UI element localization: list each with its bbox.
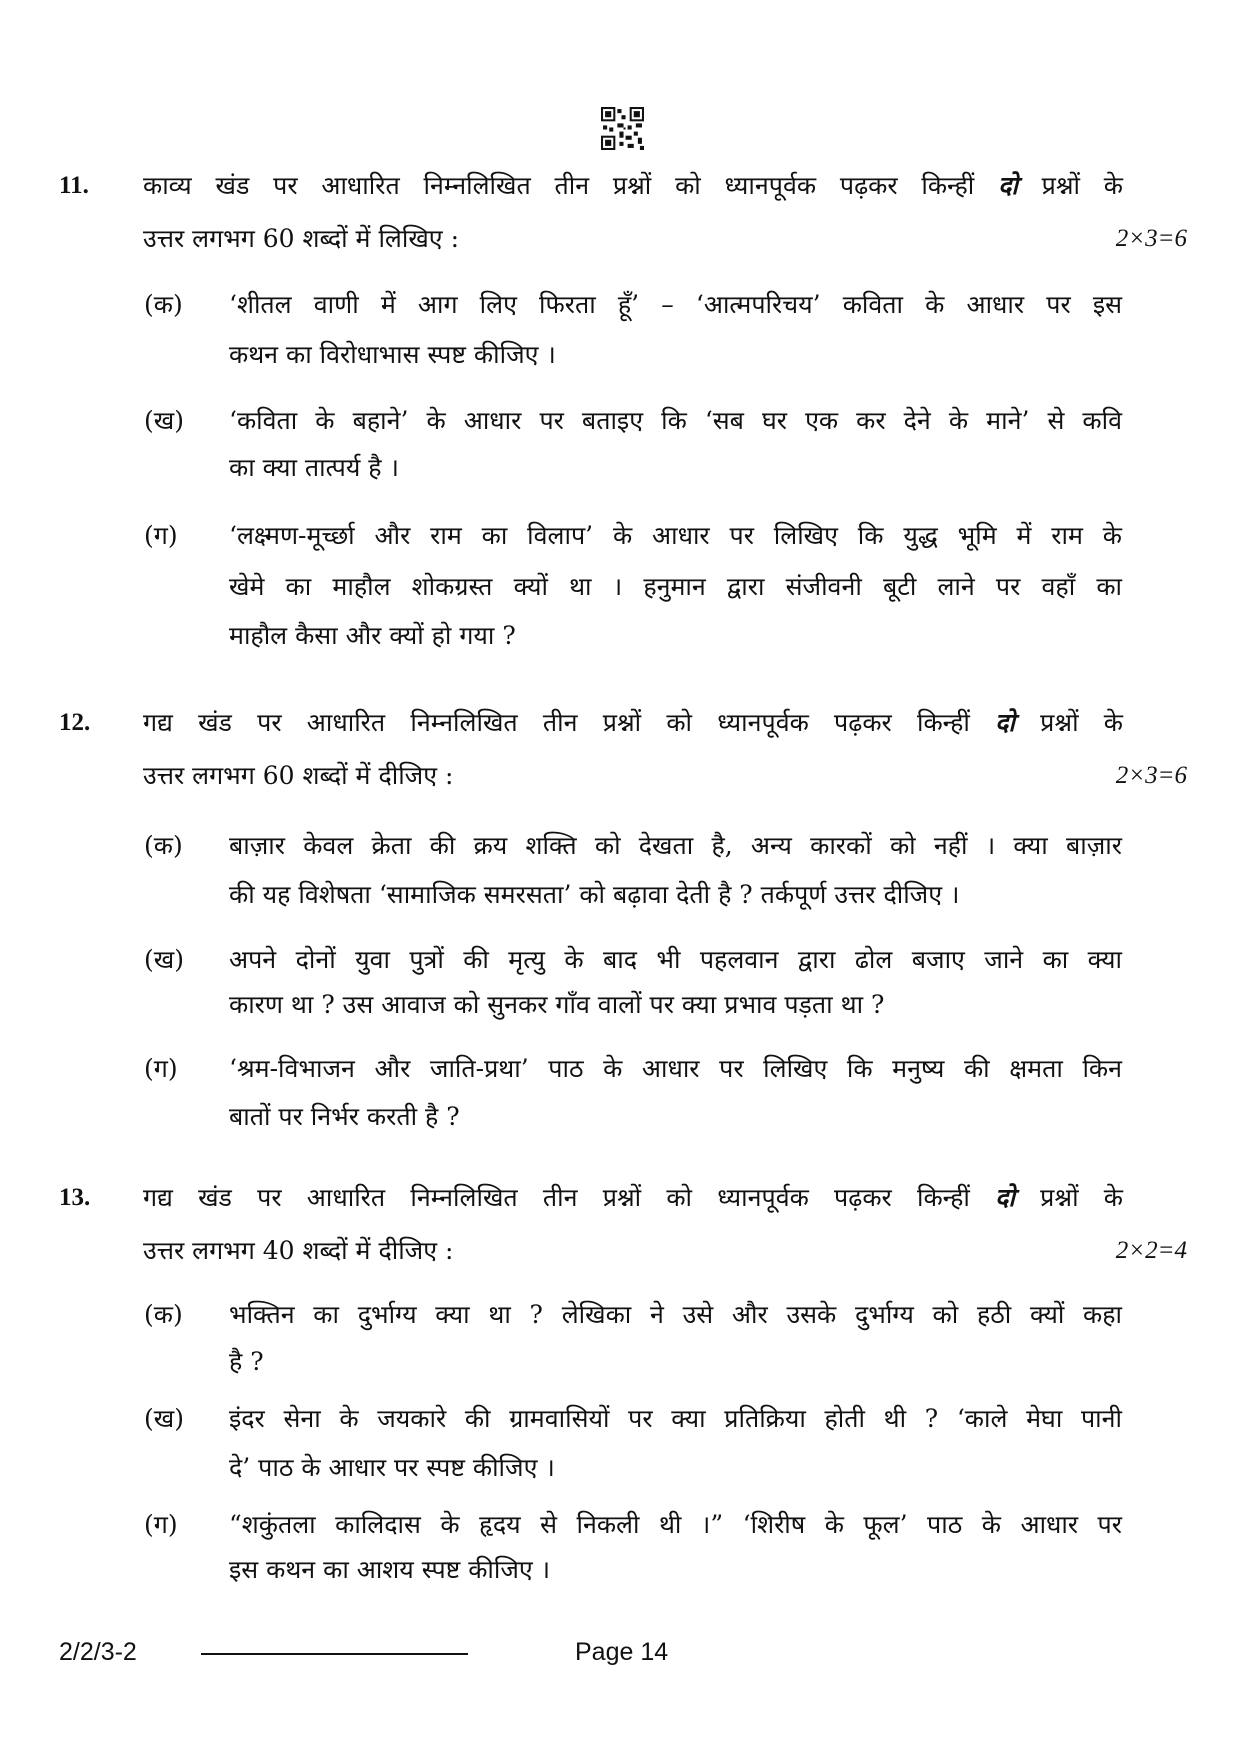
part-text: “शकुंतला कालिदास के हृदय से निकली थी ।” ‘शिरीष के फूल’ पाठ के आधार पर <box>229 1510 1122 1539</box>
part-text: कथन का विरोधाभास स्पष्ट कीजिए । <box>229 340 556 369</box>
part-label: (ख) <box>144 1404 184 1433</box>
question-instruction: उत्तर लगभग 60 शब्दों में लिखिए : <box>143 224 459 253</box>
question-instruction <box>143 1182 1123 1214</box>
part-label: (क) <box>144 831 183 860</box>
emphasis-text: दो <box>998 171 1018 200</box>
page-number: Page 14 <box>575 1638 669 1666</box>
instruction-text: काव्य खंड पर आधारित निम्नलिखित तीन प्रश्नों को ध्यानपूर्वक पढ़कर किन्हीं <box>143 171 975 200</box>
part-label: (ख) <box>144 945 184 974</box>
part-text: की यह विशेषता ‘सामाजिक समरसता’ को बढ़ावा देती है ? तर्कपूर्ण उत्तर दीजिए । <box>229 880 960 909</box>
qr-code-icon <box>601 107 644 150</box>
footer-divider <box>201 1653 468 1655</box>
part-label: (ग) <box>144 1510 178 1539</box>
question-instruction <box>143 170 1123 202</box>
question-instruction: उत्तर लगभग 40 शब्दों में दीजिए : <box>143 1236 454 1265</box>
part-text: इंदर सेना के जयकारे की ग्रामवासियों पर क्या प्रतिक्रिया होती थी ? ‘काले मेघा पानी <box>229 1404 1122 1433</box>
part-label: (ग) <box>144 1054 178 1083</box>
part-text: इस कथन का आशय स्पष्ट कीजिए । <box>229 1555 551 1584</box>
part-text: ‘शीतल वाणी में आग लिए फिरता हूँ’ – ‘आत्मपरिचय’ कविता के आधार पर इस <box>229 290 1122 319</box>
part-text: ‘कविता के बहाने’ के आधार पर बताइए कि ‘सब घर एक कर देने के माने’ से कवि <box>229 406 1122 435</box>
instruction-text: गद्य खंड पर आधारित निम्नलिखित तीन प्रश्नों को ध्यानपूर्वक पढ़कर किन्हीं <box>143 1183 970 1212</box>
instruction-text: गद्य खंड पर आधारित निम्नलिखित तीन प्रश्नों को ध्यानपूर्वक पढ़कर किन्हीं <box>143 708 970 737</box>
part-text: दे’ पाठ के आधार पर स्पष्ट कीजिए । <box>229 1453 555 1482</box>
part-label: (क) <box>144 290 183 319</box>
part-text: भक्तिन का दुर्भाग्य क्या था ? लेखिका ने उसे और उसके दुर्भाग्य को हठी क्यों कहा <box>229 1300 1122 1329</box>
part-text: ‘लक्ष्मण-मूर्च्छा और राम का विलाप’ के आधार पर लिखिए कि युद्ध भूमि में राम के <box>229 521 1122 550</box>
part-text: है ? <box>229 1347 264 1376</box>
part-label: (ख) <box>144 406 184 435</box>
instruction-text: प्रश्नों के <box>1041 171 1123 200</box>
part-text: बाज़ार केवल क्रेता की क्रय शक्ति को देखता है, अन्य कारकों को नहीं । क्या बाज़ार <box>229 831 1122 860</box>
question-instruction: उत्तर लगभग 60 शब्दों में दीजिए : <box>143 761 454 790</box>
marks: 2×2=4 <box>1115 1237 1187 1264</box>
marks: 2×3=6 <box>1115 225 1187 252</box>
marks: 2×3=6 <box>1115 762 1187 789</box>
part-label: (ग) <box>144 521 178 550</box>
part-text: का क्या तात्पर्य है । <box>229 453 399 482</box>
part-text: अपने दोनों युवा पुत्रों की मृत्यु के बाद भी पहलवान द्वारा ढोल बजाए जाने का क्या <box>229 945 1122 974</box>
part-label: (क) <box>144 1300 183 1329</box>
question-number: 11. <box>59 172 89 199</box>
instruction-text: प्रश्नों के <box>1040 1183 1123 1212</box>
part-text: ‘श्रम-विभाजन और जाति-प्रथा’ पाठ के आधार पर लिखिए कि मनुष्य की क्षमता किन <box>229 1054 1122 1083</box>
part-text: माहौल कैसा और क्यों हो गया ? <box>229 621 516 650</box>
instruction-text: प्रश्नों के <box>1040 708 1123 737</box>
question-instruction <box>143 707 1123 739</box>
part-text: बातों पर निर्भर करती है ? <box>229 1102 460 1131</box>
paper-code: 2/2/3-2 <box>59 1638 137 1666</box>
part-text: कारण था ? उस आवाज को सुनकर गाँव वालों पर क्या प्रभाव पड़ता था ? <box>229 990 885 1019</box>
emphasis-text: दो <box>995 1183 1015 1212</box>
question-number: 13. <box>59 1184 91 1211</box>
part-text: खेमे का माहौल शोकग्रस्त क्यों था । हनुमान द्वारा संजीवनी बूटी लाने पर वहाँ का <box>229 572 1122 601</box>
question-number: 12. <box>59 709 91 736</box>
emphasis-text: दो <box>995 708 1015 737</box>
